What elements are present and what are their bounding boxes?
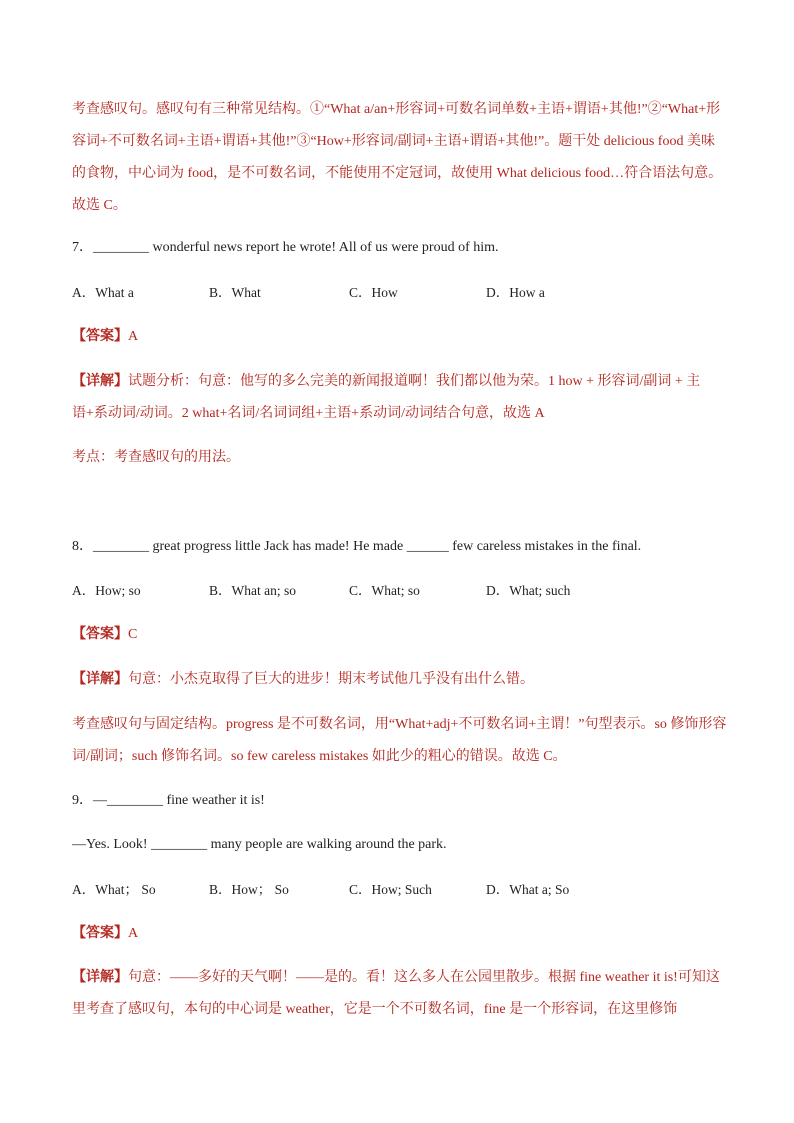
option-c: C．How; Such xyxy=(349,882,432,897)
option-a: A．What a xyxy=(72,285,134,300)
question-7-answer xyxy=(72,321,722,353)
analysis-text: 词/副词；such 修饰名词。so few careless mistakes 如此少的粗心的错误。故选 C。 xyxy=(72,749,567,764)
question-8-detail xyxy=(72,664,722,696)
question-9-detail xyxy=(72,962,722,1026)
option-b: B．What an; so xyxy=(209,583,296,598)
intro-line: 的食物，中心词为 food，是不可数名词，不能使用不定冠词，故使用 What delicious food…符合语法句意。 xyxy=(72,166,723,181)
question-9-options xyxy=(72,874,722,906)
question-7-detail xyxy=(72,366,722,430)
question-8-stem xyxy=(72,531,722,563)
option-d: D．What; such xyxy=(486,583,571,598)
answer-tag: 【答案】 xyxy=(72,926,128,941)
question-8-answer xyxy=(72,619,722,651)
question-9-text: —Yes. Look! ________ many people are walking around the park. xyxy=(72,837,447,852)
detail-tag: 【详解】 xyxy=(72,970,128,985)
option-b: B．How； So xyxy=(209,882,289,897)
detail-text: 试题分析：句意：他写的多么完美的新闻报道啊！我们都以他为荣。1 how + 形容词/副词 + 主 xyxy=(128,374,701,389)
intro-line: 故选 C。 xyxy=(72,198,127,213)
question-7-text: 7．________ wonderful news report he wrote! All of us were proud of him. xyxy=(72,240,499,255)
question-8-options xyxy=(72,575,722,607)
question-9-stem-reply xyxy=(72,829,722,861)
intro-line: 考查感叹句。感叹句有三种常见结构。①“What a/an+形容词+可数名词单数+主语+谓语+其他!”②“What+形 xyxy=(72,102,721,117)
detail-tag: 【详解】 xyxy=(72,374,128,389)
option-d: D．What a; So xyxy=(486,882,570,897)
answer-tag: 【答案】 xyxy=(72,329,128,344)
detail-text: 句意：小杰克取得了巨大的进步！期末考试他几乎没有出什么错。 xyxy=(128,672,534,687)
question-7-point xyxy=(72,442,722,474)
detail-tag: 【详解】 xyxy=(72,672,128,687)
analysis-text: 考查感叹句与固定结构。progress 是不可数名词，用“What+adj+不可数名词+主谓！”句型表示。so 修饰形容 xyxy=(72,717,727,732)
intro-line: 容词+不可数名词+主语+谓语+其他!”③“How+形容词/副词+主语+谓语+其他!”。题干处 delicious food 美味 xyxy=(72,134,715,149)
question-8-text: 8．________ great progress little Jack has made! He made ______ few careless mistakes in the final. xyxy=(72,539,642,554)
answer-tag: 【答案】 xyxy=(72,627,128,642)
question-9-stem xyxy=(72,785,722,817)
question-7-options xyxy=(72,277,722,309)
option-c: C．What; so xyxy=(349,583,420,598)
intro-explanation xyxy=(72,94,722,222)
question-8-analysis xyxy=(72,709,727,773)
answer-value: C xyxy=(128,627,138,642)
question-9-answer xyxy=(72,918,722,950)
question-9-text: 9．—________ fine weather it is! xyxy=(72,793,265,808)
detail-text: 句意：——多好的天气啊！——是的。看！这么多人在公园里散步。根据 fine weather it is!可知这 xyxy=(128,970,720,985)
answer-value: A xyxy=(128,329,139,344)
detail-text: 里考查了感叹句，本句的中心词是 weather，它是一个不可数名词，fine 是一个形容词，在这里修饰 xyxy=(72,1002,678,1017)
question-7-stem xyxy=(72,232,722,264)
point-text: 考点：考查感叹句的用法。 xyxy=(72,450,240,465)
option-d: D．How a xyxy=(486,285,545,300)
option-c: C．How xyxy=(349,285,398,300)
detail-text: 语+系动词/动词。2 what+名词/名词词组+主语+系动词/动词结合句意，故选 A xyxy=(72,406,545,421)
option-b: B．What xyxy=(209,285,261,300)
option-a: A．What； So xyxy=(72,882,156,897)
answer-value: A xyxy=(128,926,139,941)
option-a: A．How; so xyxy=(72,583,141,598)
